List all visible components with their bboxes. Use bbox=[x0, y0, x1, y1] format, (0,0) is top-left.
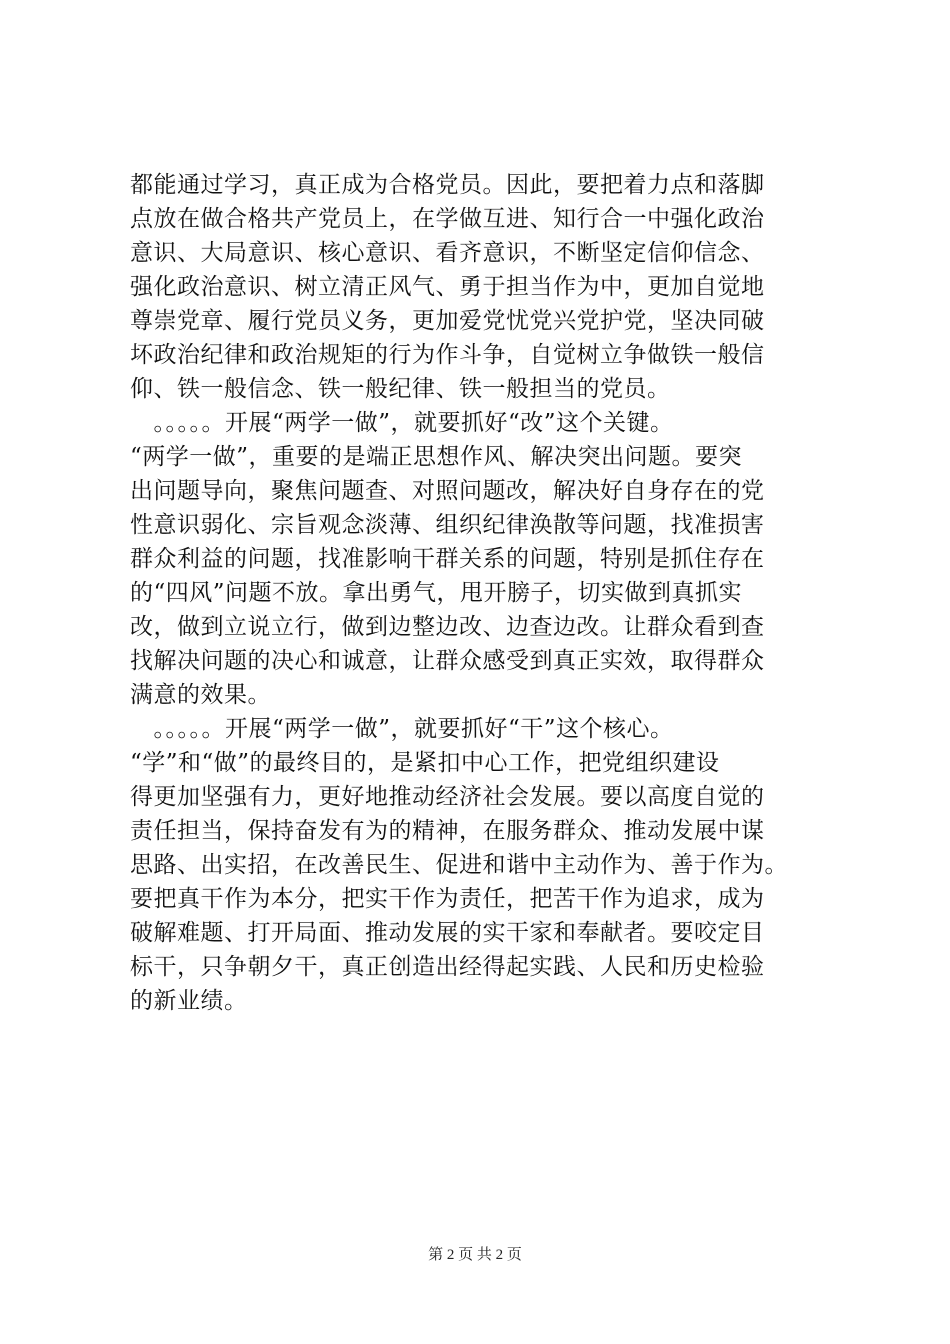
text-line: 都能通过学习，真正成为合格党员。因此，要把着力点和落脚 bbox=[130, 172, 765, 198]
text-line: “学”和“做”的最终目的，是紧扣中心工作，把党组织建设 bbox=[130, 750, 720, 776]
text-line: 尊崇党章、履行党员义务，更加爱党忧党兴党护党，坚决同破 bbox=[130, 308, 765, 334]
text-line: 。。。。。开展“两学一做”，就要抓好“干”这个核心。 bbox=[130, 716, 674, 742]
text-line: 责任担当，保持奋发有为的精神，在服务群众、推动发展中谋 bbox=[130, 818, 765, 844]
text-line: 标干，只争朝夕干，真正创造出经得起实践、人民和历史检验 bbox=[130, 954, 765, 980]
text-line: 坏政治纪律和政治规矩的行为作斗争，自觉树立争做铁一般信 bbox=[130, 342, 765, 368]
text-line: 强化政治意识、树立清正风气、勇于担当作为中，更加自觉地 bbox=[130, 274, 765, 300]
text-line: 点放在做合格共产党员上，在学做互进、知行合一中强化政治 bbox=[130, 206, 765, 232]
text-line: 出问题导向，聚焦问题查、对照问题改，解决好自身存在的党 bbox=[130, 478, 765, 504]
text-line: 仰、铁一般信念、铁一般纪律、铁一般担当的党员。 bbox=[130, 376, 671, 402]
document-body bbox=[130, 168, 850, 1018]
text-line: 得更加坚强有力，更好地推动经济社会发展。要以高度自觉的 bbox=[130, 784, 765, 810]
text-line: 。。。。。开展“两学一做”，就要抓好“改”这个关键。 bbox=[130, 410, 674, 436]
text-line: 要把真干作为本分，把实干作为责任，把苦干作为追求，成为 bbox=[130, 886, 765, 912]
text-line: 破解难题、打开局面、推动发展的实干家和奉献者。要咬定目 bbox=[130, 920, 765, 946]
text-line: 满意的效果。 bbox=[130, 682, 271, 708]
text-line: 的新业绩。 bbox=[130, 988, 248, 1014]
text-line: 的“四风”问题不放。拿出勇气，甩开膀子，切实做到真抓实 bbox=[130, 580, 743, 606]
text-line: “两学一做”，重要的是端正思想作风、解决突出问题。要突 bbox=[130, 444, 743, 470]
text-line: 意识、大局意识、核心意识、看齐意识，不断坚定信仰信念、 bbox=[130, 240, 765, 266]
text-line: 改，做到立说立行，做到边整边改、边查边改。让群众看到查 bbox=[130, 614, 765, 640]
text-line: 性意识弱化、宗旨观念淡薄、组织纪律涣散等问题，找准损害 bbox=[130, 512, 765, 538]
page-number-footer: 第 2 页 共 2 页 bbox=[428, 1247, 522, 1263]
text-line: 找解决问题的决心和诚意，让群众感受到真正实效，取得群众 bbox=[130, 648, 765, 674]
text-line: 思路、出实招，在改善民生、促进和谐中主动作为、善于作为。 bbox=[130, 852, 788, 878]
text-line: 群众利益的问题，找准影响干群关系的问题，特别是抓住存在 bbox=[130, 546, 765, 572]
